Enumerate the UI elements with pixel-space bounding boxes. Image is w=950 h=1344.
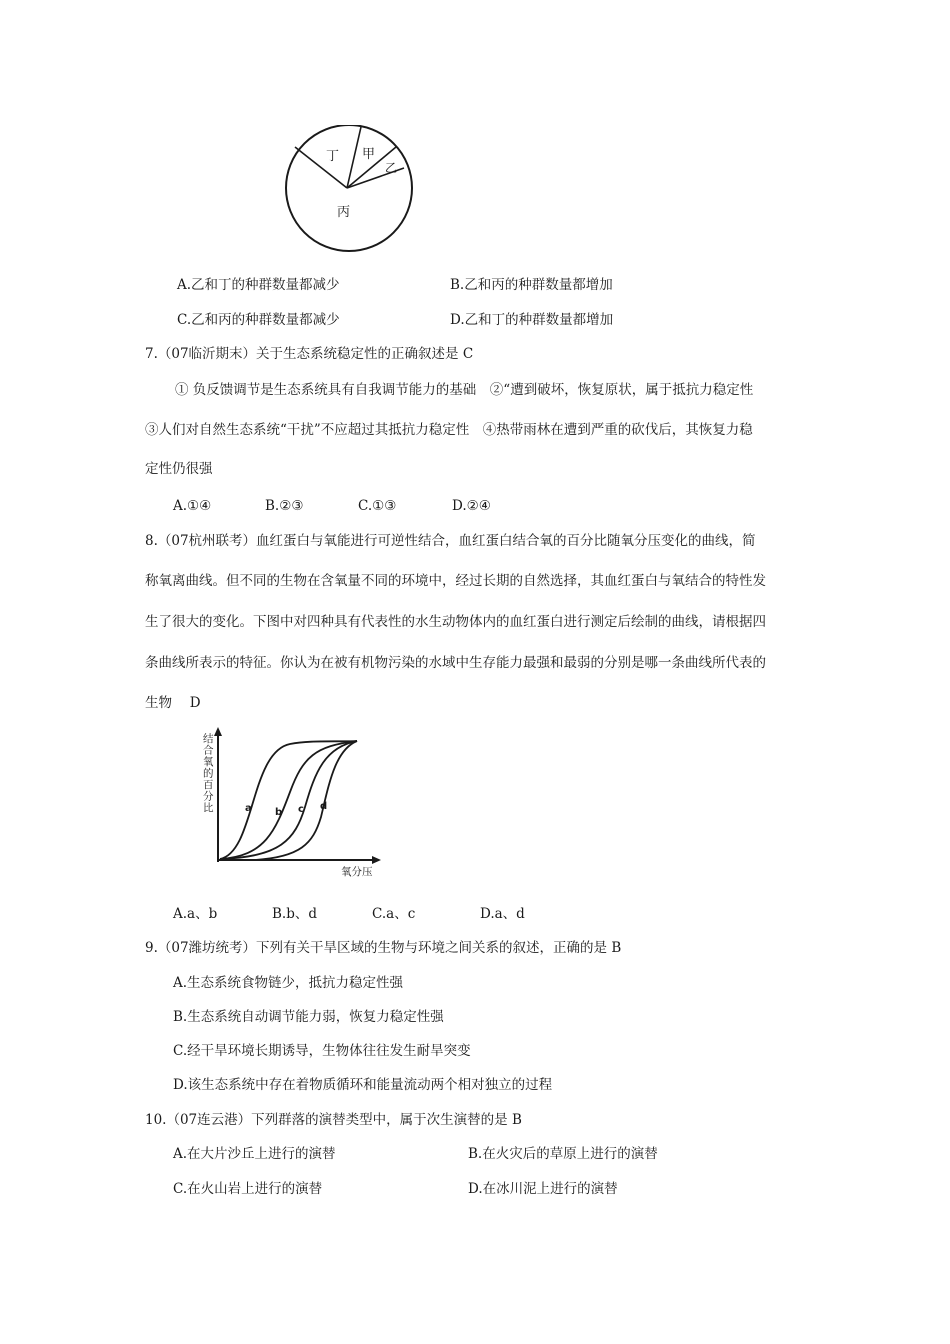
- curve-c: [220, 741, 357, 859]
- q8-line-3: 生了很大的变化。下图中对四种具有代表性的水生动物体内的血红蛋白进行测定后绘制的曲线，请根据四: [145, 614, 766, 630]
- y-axis-label-char: 百: [203, 779, 214, 791]
- q10-stem: 10.（07连云港）下列群落的演替类型中，属于次生演替的是 B: [145, 1112, 522, 1128]
- q7-line-3: 定性仍很强: [145, 461, 213, 477]
- q10-option-a: A.在大片沙丘上进行的演替: [173, 1146, 336, 1162]
- q8-line-4: 条曲线所表示的特征。你认为在被有机物污染的水域中生存能力最强和最弱的分别是哪一条曲线所代表的: [145, 655, 766, 671]
- pie-figure: [275, 125, 425, 260]
- curve-label-d: d: [320, 801, 328, 812]
- q7-line-2: ③人们对自然生态系统“干扰”不应超过其抵抗力稳定性 ④热带雨林在遭到严重的砍伐后，其恢复力稳: [145, 422, 753, 438]
- q6-option-d: D.乙和丁的种群数量都增加: [450, 312, 614, 328]
- q8-option-c: C.a、c: [372, 906, 416, 922]
- q8-option-a: A.a、b: [173, 906, 218, 922]
- y-axis-label-char: 分: [203, 790, 214, 803]
- q8-line-2: 称氧离曲线。但不同的生物在含氧量不同的环境中，经过长期的自然选择，其血红蛋白与氧结合的特性发: [145, 573, 766, 589]
- q6-option-b: B.乙和丙的种群数量都增加: [450, 277, 613, 293]
- y-axis-label-char: 比: [203, 802, 214, 814]
- pie-label-bing: 丙: [337, 205, 351, 220]
- y-axis-label-char: 合: [203, 744, 214, 757]
- q7-option-d: D.②④: [452, 498, 491, 514]
- pie-label-ding: 丁: [326, 149, 340, 164]
- x-axis-label: 氧分压: [341, 866, 373, 878]
- q8-option-b: B.b、d: [272, 906, 317, 922]
- y-axis-label-char: 的: [203, 767, 214, 780]
- q9-option-b: B.生态系统自动调节能力弱，恢复力稳定性强: [173, 1009, 444, 1025]
- y-axis-label-char: 氧: [203, 756, 214, 768]
- q9-option-a: A.生态系统食物链少，抵抗力稳定性强: [173, 975, 404, 991]
- q9-option-d: D.该生态系统中存在着物质循环和能量流动两个相对独立的过程: [173, 1077, 553, 1093]
- q8-line-1: 8.（07杭州联考）血红蛋白与氧能进行可逆性结合，血红蛋白结合氧的百分比随氧分压变化的曲线，简: [145, 533, 756, 549]
- curve-a: [220, 741, 357, 859]
- y-axis-label-char: 结: [203, 733, 214, 745]
- q10-option-d: D.在冰川泥上进行的演替: [468, 1181, 618, 1197]
- curve-label-a: a: [245, 803, 252, 814]
- oxygen-curve-chart: [195, 722, 390, 882]
- pie-label-jia: 甲: [362, 147, 376, 162]
- y-axis-label: [203, 732, 214, 814]
- q8-line-5: 生物 D: [145, 695, 201, 711]
- q7-option-a: A.①④: [173, 498, 212, 514]
- q6-option-a: A.乙和丁的种群数量都减少: [177, 277, 340, 293]
- q10-option-b: B.在火灾后的草原上进行的演替: [468, 1146, 658, 1162]
- pie-label-yi: 乙: [385, 161, 398, 175]
- q9-stem: 9.（07潍坊统考）下列有关干旱区域的生物与环境之间关系的叙述，正确的是 B: [145, 940, 622, 956]
- q7-option-c: C.①③: [358, 498, 397, 514]
- curve-label-b: b: [275, 807, 283, 818]
- x-axis-arrow: [372, 856, 381, 864]
- pie-divider-ding: [295, 147, 347, 188]
- q6-option-c: C.乙和丙的种群数量都减少: [177, 312, 340, 328]
- q9-option-c: C.经干旱环境长期诱导，生物体往往发生耐旱突变: [173, 1043, 471, 1059]
- y-axis-arrow: [214, 727, 222, 736]
- curve-label-c: c: [298, 804, 304, 815]
- q7-option-b: B.②③: [265, 498, 304, 514]
- q10-option-c: C.在火山岩上进行的演替: [173, 1181, 323, 1197]
- q7-stem: 7.（07临沂期末）关于生态系统稳定性的正确叙述是 C: [145, 346, 474, 362]
- curve-b: [220, 741, 357, 859]
- q8-option-d: D.a、d: [480, 906, 525, 922]
- q7-line-1: ① 负反馈调节是生态系统具有自我调节能力的基础 ②“遭到破坏，恢复原状，属于抵抗力稳定性: [175, 382, 754, 398]
